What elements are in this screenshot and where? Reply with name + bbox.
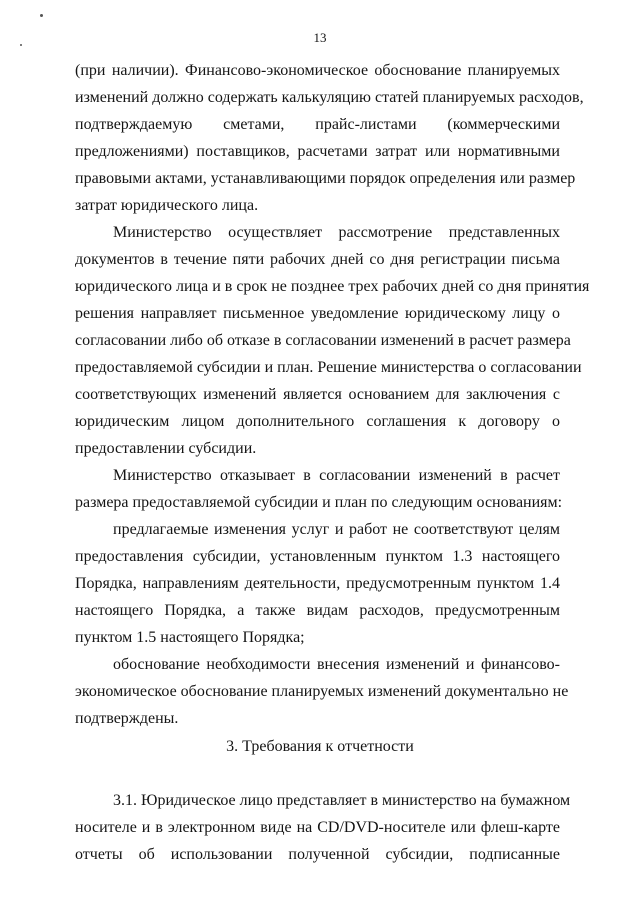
text-line: согласовании либо об отказе в согласовании изменений в расчет размера: [75, 332, 571, 349]
text-line: подтверждаемую сметами, прайс-листами (коммерческими: [75, 116, 560, 133]
text-line: экономическое обоснование планируемых изменений документально не: [75, 683, 569, 700]
text-line: обоснование необходимости внесения изменений и финансово-: [113, 656, 560, 673]
text-line: затрат юридического лица.: [75, 197, 259, 214]
text-line: решения направляет письменное уведомление юридическому лицу о: [75, 305, 560, 322]
text-line: носителе и в электронном виде на CD/DVD-носителе или флеш-карте: [75, 819, 560, 836]
text-line: 3.1. Юридическое лицо представляет в министерство на бумажном: [113, 792, 571, 809]
text-line: документов в течение пяти рабочих дней со дня регистрации письма: [75, 251, 560, 268]
text-line: Порядка, направлениям деятельности, предусмотренным пунктом 1.4: [75, 575, 560, 592]
text-line: юридического лица и в срок не позднее трех рабочих дней со дня принятия: [75, 278, 590, 295]
text-line: размера предоставляемой субсидии и план по следующим основаниям:: [75, 494, 563, 511]
text-line: Министерство осуществляет рассмотрение представленных: [113, 224, 560, 241]
text-line: отчеты об использовании полученной субсидии, подписанные: [75, 846, 560, 863]
text-line: (при наличии). Финансово-экономическое обоснование планируемых: [75, 62, 560, 79]
text-line: подтверждены.: [75, 710, 179, 727]
text-line: правовыми актами, устанавливающими порядок определения или размер: [75, 170, 576, 187]
section-heading: 3. Требования к отчетности: [226, 738, 414, 755]
text-line: изменений должно содержать калькуляцию статей планируемых расходов,: [75, 89, 584, 106]
text-line: настоящего Порядка, а также видам расходов, предусмотренным: [75, 602, 560, 619]
scan-speck: [40, 14, 43, 17]
text-line: предоставляемой субсидии и план. Решение министерства о согласовании: [75, 359, 582, 376]
text-line: предложениями) поставщиков, расчетами затрат или нормативными: [75, 143, 560, 160]
text-line: пунктом 1.5 настоящего Порядка;: [75, 629, 305, 646]
text-line: Министерство отказывает в согласовании изменений в расчет: [113, 467, 560, 484]
text-line: предлагаемые изменения услуг и работ не соответствуют целям: [113, 521, 560, 538]
page-number: 13: [313, 30, 327, 45]
text-line: предоставлении субсидии.: [75, 440, 257, 457]
text-line: предоставления субсидии, установленным пунктом 1.3 настоящего: [75, 548, 560, 565]
text-line: юридическим лицом дополнительного соглашения к договору о: [75, 413, 560, 430]
text-line: соответствующих изменений является основанием для заключения с: [75, 386, 560, 403]
